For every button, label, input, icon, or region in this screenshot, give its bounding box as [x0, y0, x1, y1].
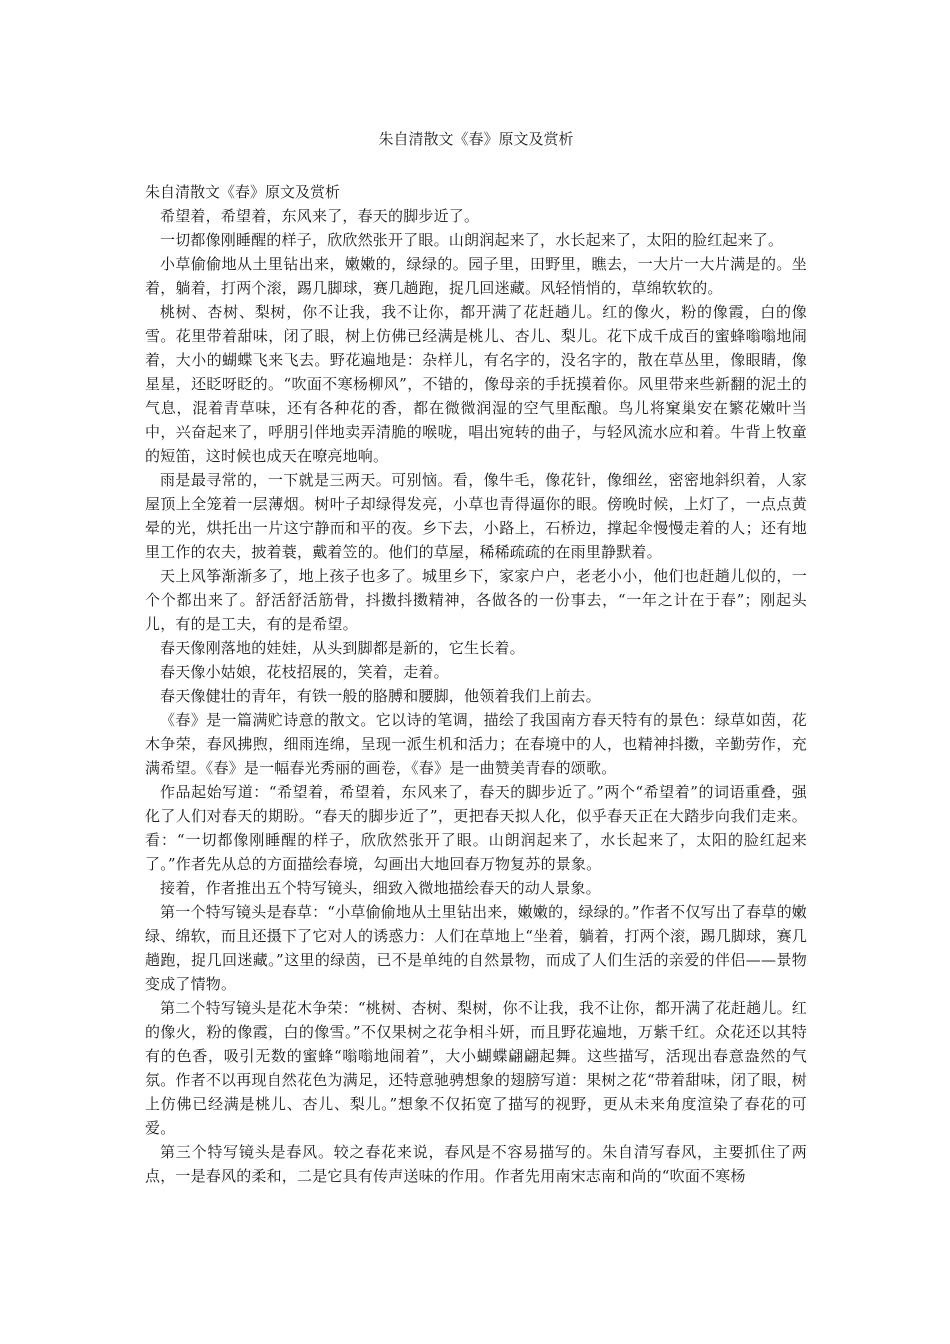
paragraph: 接着，作者推出五个特写镜头，细致入微地描绘春天的动人景象。	[160, 879, 601, 897]
paragraph: 第三个特写镜头是春风。较之春花来说，春风是不容易描写的。朱自清写春风，主要抓住了两点，一是春风的柔和，二是它具有传声送味的作用。作者先用南宋志南和尚的“吹面不寒杨	[145, 1143, 807, 1185]
document-subtitle: 朱自清散文《春》原文及赏析	[145, 183, 341, 201]
paragraph: 第二个特写镜头是花木争荣：“桃树、杏树、梨树，你不让我，我不让你，都开满了花赶趟儿。红的像火，粉的像霞，白的像雪。”不仅果树之花争相斗妍，而且野花遍地，万紫千红。众花还以其特有的色香，吸引无数的蜜蜂“嗡嗡地闹着”，大小蝴蝶翩翩起舞。这些描写，活现出春意盎然的气氛。作者不以再现自然花色为满足，还特意驰骋想象的翅膀写道：果树之花“带着甜味，闭了眼，树上仿佛已经满是桃儿、杏儿、梨儿。”想象不仅拓宽了描写的视野，更从未来角度渲染了春花的可爱。	[145, 999, 807, 1137]
paragraph: 雨是最寻常的，一下就是三两天。可别恼。看，像牛毛，像花针，像细丝，密密地斜织着，人家屋顶上全笼着一层薄烟。树叶子却绿得发亮，小草也青得逼你的眼。傍晚时候，上灯了，一点点黄晕的光，烘托出一片这宁静而和平的夜。乡下去，小路上，石桥边，撑起伞慢慢走着的人；还有地里工作的农夫，披着蓑，戴着笠的。他们的草屋，稀稀疏疏的在雨里静默着。	[145, 471, 807, 561]
paragraph: 春天像健壮的青年，有铁一般的胳膊和腰脚，他领着我们上前去。	[160, 687, 601, 705]
paragraph: 春天像刚落地的娃娃，从头到脚都是新的，它生长着。	[160, 639, 525, 657]
document-title: 朱自清散文《春》原文及赏析	[378, 130, 574, 148]
paragraph: 一切都像刚睡醒的样子，欣欣然张开了眼。山朗润起来了，水长起来了，太阳的脸红起来了。	[160, 231, 784, 249]
paragraph: 《春》是一篇满贮诗意的散文。它以诗的笔调，描绘了我国南方春天特有的景色：绿草如茵，花木争荣，春风拂煦，细雨连绵，呈现一派生机和活力；在春境中的人，也精神抖擞，辛勤劳作，充满希望。《春》是一幅春光秀丽的画卷，《春》是一曲赞美青春的颂歌。	[145, 711, 807, 777]
paragraph: 天上风筝渐渐多了，地上孩子也多了。城里乡下，家家户户，老老小小，他们也赶趟儿似的，一个个都出来了。舒活舒活筋骨，抖擞抖擞精神，各做各的一份事去，“一年之计在于春”；刚起头儿，有的是工夫，有的是希望。	[145, 567, 807, 633]
paragraph: 桃树、杏树、梨树，你不让我，我不让你，都开满了花赶趟儿。红的像火，粉的像霞，白的像雪。花里带着甜味，闭了眼，树上仿佛已经满是桃儿、杏儿、梨儿。花下成千成百的蜜蜂嗡嗡地闹着，大小的蝴蝶飞来飞去。野花遍地是：杂样儿，有名字的，没名字的，散在草丛里，像眼睛，像星星，还眨呀眨的。“吹面不寒杨柳风”，不错的，像母亲的手抚摸着你。风里带来些新翻的泥土的气息，混着青草味，还有各种花的香，都在微微润湿的空气里酝酿。鸟儿将窠巢安在繁花嫩叶当中，兴奋起来了，呼朋引伴地卖弄清脆的喉咙，唱出宛转的曲子，与轻风流水应和着。牛背上牧童的短笛，这时候也成天在嘹亮地响。	[145, 303, 807, 465]
paragraph: 作品起始写道：“希望着，希望着，东风来了，春天的脚步近了。”两个“希望着”的词语重叠，强化了人们对春天的期盼。“春天的脚步近了”，更把春天拟人化，似乎春天正在大踏步向我们走来。看：“一切都像刚睡醒的样子，欣欣然张开了眼。山朗润起来了，水长起来了，太阳的脸红起来了。”作者先从总的方面描绘春境，勾画出大地回春万物复苏的景象。	[145, 783, 807, 873]
paragraph: 春天像小姑娘，花枝招展的，笑着，走着。	[160, 663, 449, 681]
document-page	[145, 128, 807, 1188]
paragraph: 希望着，希望着，东风来了，春天的脚步近了。	[160, 207, 480, 225]
paragraph: 小草偷偷地从土里钻出来，嫩嫩的，绿绿的。园子里，田野里，瞧去，一大片一大片满是的。坐着，躺着，打两个滚，踢几脚球，赛几趟跑，捉几回迷藏。风轻悄悄的，草绵软软的。	[145, 255, 807, 297]
paragraph: 第一个特写镜头是春草：“小草偷偷地从土里钻出来，嫩嫩的，绿绿的。”作者不仅写出了春草的嫩绿、绵软，而且还摄下了它对人的诱惑力：人们在草地上“坐着，躺着，打两个滚，踢几脚球，赛几趟跑，捉几回迷藏。”这里的绿茵，已不是单纯的自然景物，而成了人们生活的亲爱的伴侣——景物变成了情物。	[145, 903, 807, 993]
